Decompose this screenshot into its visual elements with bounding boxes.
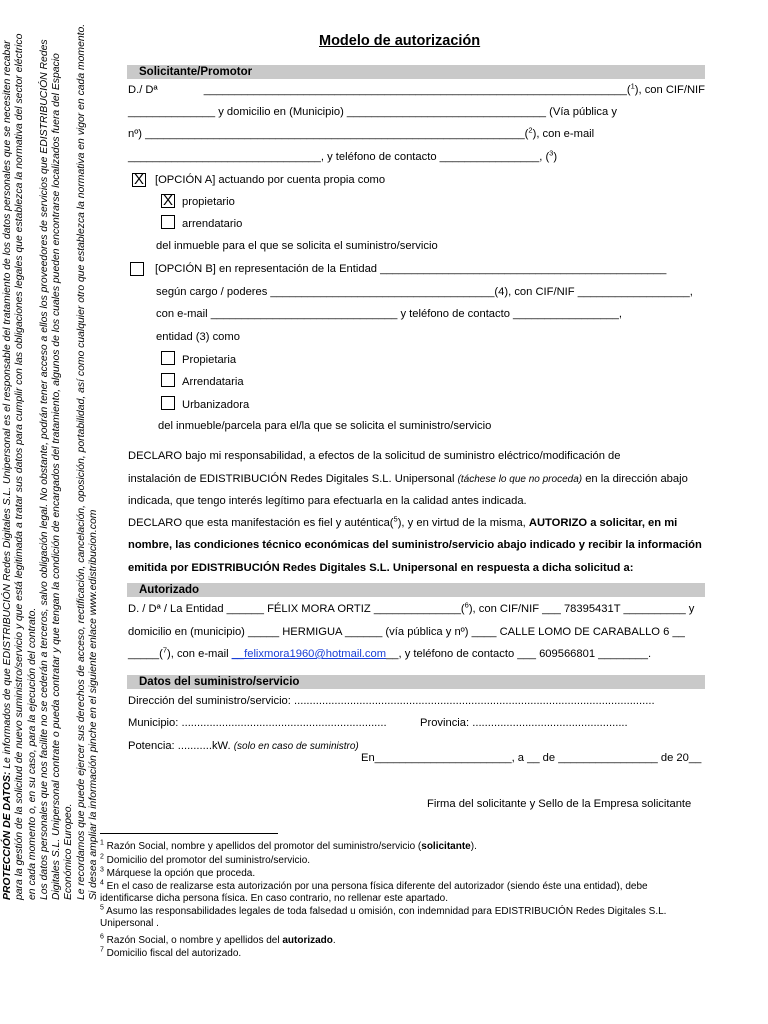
urbanizadora-label: Urbanizadora [182, 399, 250, 411]
section-datos-header: Datos del suministro/servicio [127, 675, 705, 689]
propietaria-label: Propietaria [182, 354, 237, 366]
opcion-a-label: [OPCIÓN A] actuando por cuenta propia como [155, 174, 386, 186]
arrendatario-checkbox[interactable] [161, 215, 175, 229]
autorizado-line-3[interactable]: _____($^7$), con e-mail __felixmora1960@hotmail.com__, y teléfono de contacto ___ 609566801 ________. [128, 645, 652, 660]
declaro-line-3: indicada, que tengo interés legítimo para efectuarla en la calidad antes indicada. [128, 495, 527, 507]
propietario-label: propietario [182, 196, 235, 208]
cargo-poderes-line[interactable]: según cargo / poderes ____________________________________(4), con CIF/NIF __________________, [156, 286, 693, 298]
provincia-field[interactable]: Provincia: .................................................. [420, 717, 628, 729]
data-protection-paragraph-3: Le recordamos que puede ejercer sus derechos de acceso, rectificación, cancelación, oposición, portabilidad, así como cualquier otro que establezca la normativa en vigor en cada momento. Si desea ampliar la información pinche en el siguiente enlace www.edistribucion.com [75, 23, 100, 900]
opcion-a-checkbox[interactable]: X [133, 171, 144, 188]
lugar-fecha-line[interactable]: En______________________, a __ de ________________ de 20__ [361, 752, 702, 764]
arrendataria-label: Arrendataria [182, 376, 244, 388]
section-solicitante-header: Solicitante/Promotor [127, 65, 705, 79]
declaro-line-5: nombre, las condiciones técnico económicas del suministro/servicio abajo indicado y recibir la información [128, 539, 702, 551]
footnote-2: $^2$ Domicilio del promotor del suministro/servicio. [100, 853, 311, 866]
solicitante-name-field[interactable]: ____________________________________________________________________($^1$), con CIF/NIF [203, 81, 705, 96]
propietario-checkbox[interactable]: X [162, 192, 173, 209]
declaro-line-6: emitida por EDISTRIBUCIÓN Redes Digitales S.L. Unipersonal en respuesta a dicha solicitud a: [128, 562, 634, 574]
declaro-line-2: instalación de EDISTRIBUCIÓN Redes Digitales S.L. Unipersonal (táchese lo que no proceda) en la dirección abajo [128, 473, 688, 485]
solicitante-line-4[interactable]: _______________________________, y teléfono de contacto ________________, ($^3$) [128, 148, 558, 163]
footnote-3: $^3$ Márquese la opción que proceda. [100, 866, 256, 879]
data-protection-heading: PROTECCIÓN DE DATOS: [2, 771, 13, 900]
footnote-1: $^1$ Razón Social, nombre y apellidos del promotor del suministro/servicio (solicitante). [100, 839, 477, 852]
declaro-line-4: DECLARO que esta manifestación es fiel y auténtica($^5$), y en virtud de la misma, AUTORIZO a solicitar, en mi [128, 514, 678, 529]
opcion-b-checkbox[interactable] [130, 262, 144, 276]
footnote-divider [100, 833, 278, 834]
page-title: Modelo de autorización [319, 33, 481, 49]
urbanizadora-checkbox[interactable] [161, 396, 175, 410]
solicitante-line-3[interactable]: nº) _____________________________________________________________($^2$), con e-mail [128, 125, 595, 140]
footnote-4: $^4$ En el caso de realizarse esta autorización por una persona física diferente del autorizador (siendo éste una entidad), debe identificarse dicha persona física. En caso contrario, no rellenar este apartado. [100, 879, 648, 904]
autorizado-line-1[interactable]: D. / Dª / La Entidad ______ FÉLIX MORA ORTIZ ______________($^6$), con CIF/NIF ___ 78395431T __________ y [128, 600, 695, 615]
data-protection-paragraph-1: Le informados de que EDISTRIBUCIÓN Redes Digitales S.L. Unipersonal es el responsable del tratamiento de los datos personales que se necesiten recabar para la gestión de la solicitud de nuevo suministro/servicio y que está legitimada a tratar sus datos para cumplir con las obligaciones legales que establezca la normativa del sector eléctrico en cada momento o, en su caso, para la ejecución del contrato. [2, 33, 38, 900]
footnote-5: $^5$ Asumo las responsabilidades legales de toda falsedad u omisión, con indemnidad para EDISTRIBUCIÓN Redes Digitales S.L. Unipersonal . [100, 904, 667, 929]
potencia-field[interactable]: Potencia: ...........kW. (solo en caso de suministro) [128, 740, 359, 752]
solicitante-name-label: D./ Dª [128, 84, 158, 96]
solicitante-line-2[interactable]: ______________ y domicilio en (Municipio) ________________________________ (Vía pública y [128, 106, 617, 118]
arrendatario-label: arrendatario [182, 218, 243, 230]
direccion-field[interactable]: Dirección del suministro/servicio: .................................................................................................................... [128, 695, 655, 707]
inmueble-a-text: del inmueble para el que se solicita el suministro/servicio [156, 240, 438, 252]
autorizado-email-link[interactable]: __felixmora1960@hotmail.com [231, 648, 387, 660]
footnote-7: $^7$ Domicilio fiscal del autorizado. [100, 946, 242, 959]
entidad-email-line[interactable]: con e-mail ______________________________ y teléfono de contacto _________________, [156, 308, 622, 320]
declaro-line-1: DECLARO bajo mi responsabilidad, a efectos de la solicitud de suministro eléctrico/modificación de [128, 450, 621, 462]
autorizado-line-2[interactable]: domicilio en (municipio) _____ HERMIGUA ______ (vía pública y nº) ____ CALLE LOMO DE CARABALLO 6 __ [128, 626, 685, 638]
opcion-b-label[interactable]: [OPCIÓN B] en representación de la Entidad ______________________________________________ [155, 263, 667, 275]
entidad-como-label: entidad (3) como [156, 331, 240, 343]
section-autorizado-header: Autorizado [127, 583, 705, 597]
propietaria-checkbox[interactable] [161, 351, 175, 365]
footnote-6: $^6$ Razón Social, o nombre y apellidos del autorizado. [100, 933, 336, 946]
solicitante-line-1 [128, 83, 705, 97]
inmueble-b-text: del inmueble/parcela para el/la que se solicita el suministro/servicio [158, 420, 492, 432]
data-protection-paragraph-2: Los datos personales que nos facilite no se cederán a terceros, salvo obligación legal. No obstante, podrán tener acceso a ellos los proveedores de servicios que EDISTRIBUCIÓN Redes Digitales S.L. Unipersonal contrate o pueda contratar y que tengan la condición de encargados del tratamiento, algunos de los cuales pueden encontrarse localizados fuera del Espacio Económico Europeo. [38, 39, 75, 900]
municipio-field[interactable]: Municipio: .................................................................. [128, 717, 387, 729]
arrendataria-checkbox[interactable] [161, 373, 175, 387]
firma-label: Firma del solicitante y Sello de la Empresa solicitante [427, 798, 692, 810]
